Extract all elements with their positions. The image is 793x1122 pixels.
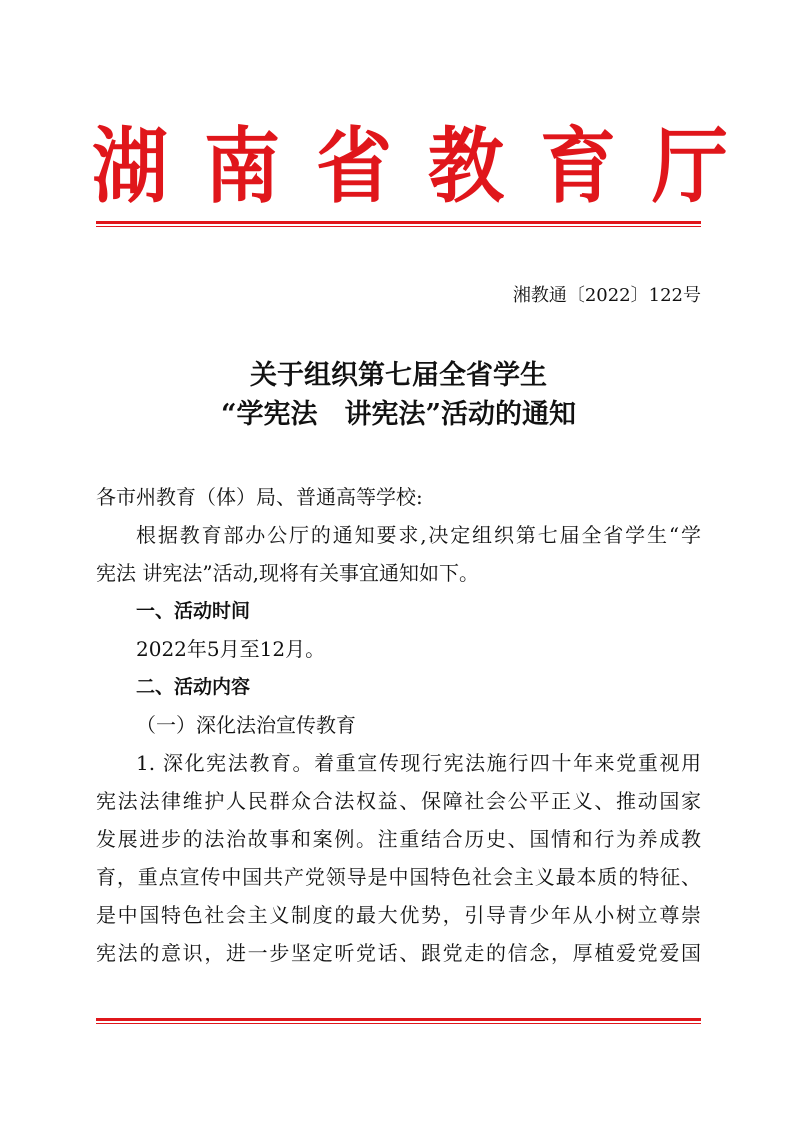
paragraph-line: 宪法法律维护人民群众合法权益、保障社会公平正义、推动国家 [96, 789, 701, 813]
footer-divider [96, 1018, 701, 1025]
header-divider [96, 221, 701, 228]
footer-divider-thin-line [96, 1023, 701, 1024]
intro-line-1: 根据教育部办公厅的通知要求,决定组织第七届全省学生“学 [136, 523, 701, 547]
paragraph-line: 宪法的意识，进一步坚定听党话、跟党走的信念，厚植爱党爱国 [96, 941, 701, 965]
document-title-line-2: “学宪法 讲宪法”活动的通知 [220, 399, 577, 430]
addressee: 各市州教育（体）局、普通高等学校: [96, 485, 423, 509]
paragraph-line: 是中国特色社会主义制度的最大优势，引导青少年从小树立尊崇 [96, 903, 701, 927]
header-divider-thin-line [96, 226, 701, 227]
paragraph-line: 育，重点宣传中国共产党领导是中国特色社会主义最本质的特征、 [96, 865, 701, 889]
intro-line-2: 宪法 讲宪法”活动,现将有关事宜通知如下。 [96, 561, 479, 585]
document-title-line-1: 关于组织第七届全省学生 [250, 360, 547, 391]
document-body [96, 478, 701, 972]
document-number: 湘教通〔2022〕122号 [512, 285, 701, 306]
issuer-masthead: 湖南省教育厅 [92, 118, 764, 215]
section-heading-time: 一、活动时间 [136, 600, 251, 622]
subsection-heading: （一）深化法治宣传教育 [136, 713, 356, 737]
paragraph-line: 1. 深化宪法教育。着重宣传现行宪法施行四十年来党重视用 [136, 751, 701, 775]
section-time-text: 2022年5月至12月。 [136, 637, 326, 661]
header-divider-thick-line [96, 221, 701, 224]
paragraph-line: 发展进步的法治故事和案例。注重结合历史、国情和行为养成教 [96, 827, 701, 851]
section-heading-content: 二、活动内容 [136, 676, 251, 698]
footer-divider-thick-line [96, 1018, 701, 1021]
